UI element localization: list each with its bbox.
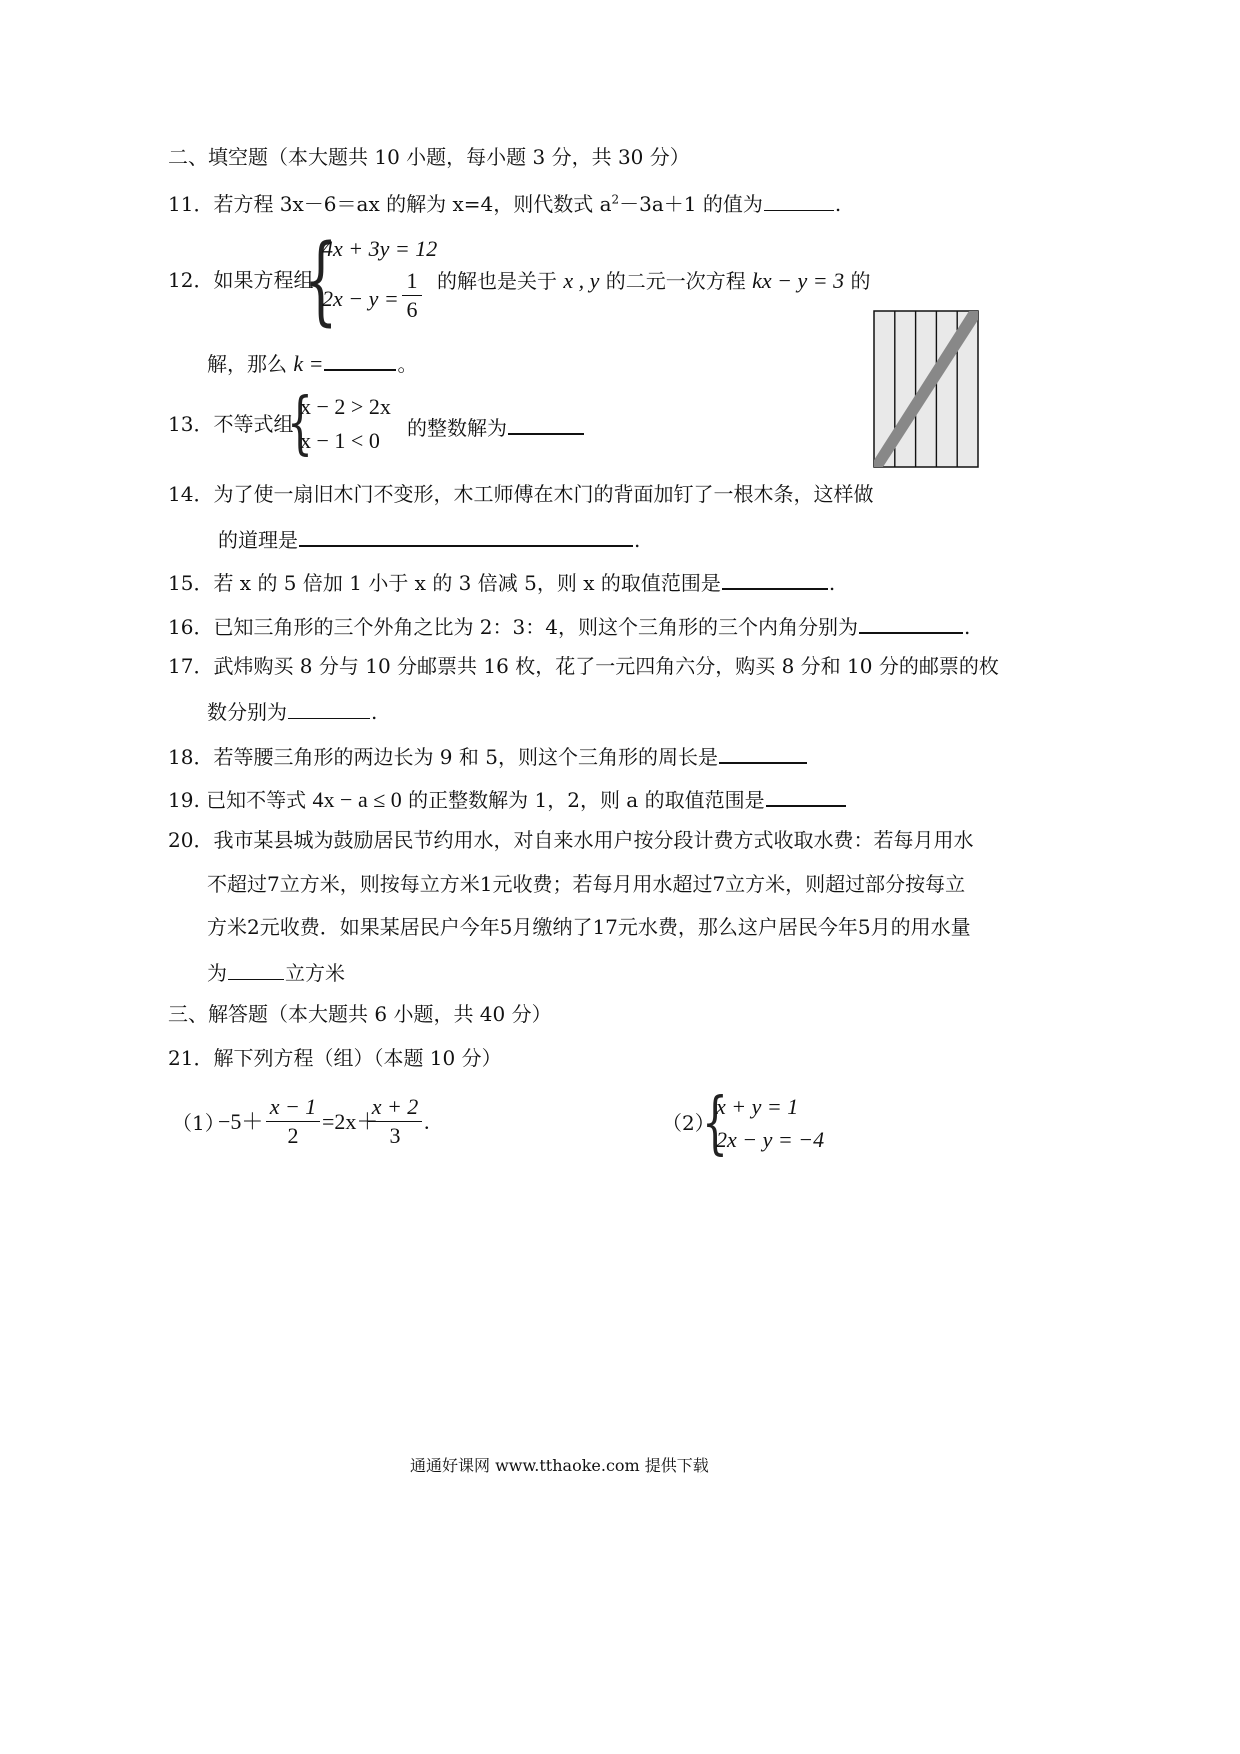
q20-line3: 方米2元收费．如果某居民户今年5月缴纳了17元水费，那么这户居民今年5月的用水量 [207,915,971,939]
q21-part1-end: . [424,1109,430,1134]
q12-suffix: 的 [850,269,871,293]
q19-inequality: 4x − a ≤ 0 [312,787,402,812]
q20-answer-blank[interactable] [228,958,284,980]
q13-prefix: 13．不等式组 [168,412,294,436]
q12-line2-text: 解，那么 [207,352,287,376]
q12-prefix: 12．如果方程组 [168,268,314,292]
question-15 [168,567,835,595]
q12-eq2-num: 1 [406,268,418,293]
q13-eq1: x − 2 > 2x [300,394,391,419]
q14-line2-text: 的道理是 [218,528,298,552]
q21-part2-eq1: x + y = 1 [716,1094,799,1119]
q12-eq1: 4x + 3y = 12 [322,236,438,261]
q17-answer-blank[interactable] [288,697,370,719]
q20-line1: 20．我市某县城为鼓励居民节约用水，对自来水用户按分段计费方式收取水费：若每月用水 [168,828,974,852]
question-16 [168,611,970,639]
q21-part2-brace: { [702,1084,728,1163]
q12-vars: x , y [563,268,600,293]
q17-end: . [371,700,378,724]
q17-line2-text: 数分别为 [207,700,287,724]
q17-line1: 17．武炜购买 8 分与 10 分邮票共 16 枚，花了一元四角六分，购买 8 分和 10 分的邮票的枚 [168,654,999,678]
question-19 [168,784,847,813]
q13-suffix: 的整数解为 [407,416,507,440]
q21-f1-den: 2 [287,1123,299,1148]
q14-line2 [218,524,640,552]
q20-line4a: 为 [207,961,227,985]
q21-part1-fraction-2 [368,1096,422,1147]
q21-f2-den: 3 [389,1123,401,1148]
q12-equation: kx − y = 3 [752,268,845,293]
q16-end: . [963,615,971,639]
q21-f1-num: x − 1 [269,1094,317,1119]
q12-end: 。 [397,352,418,376]
q12-k: k = [293,351,324,376]
q12-answer-blank[interactable] [324,348,396,371]
q12-eq2-fraction [402,270,422,321]
q18-text: 18．若等腰三角形的两边长为 9 和 5，则这个三角形的周长是 [168,745,718,769]
q13-eq2: x − 1 < 0 [300,428,380,453]
q11-text2: －3a＋1 的值为 [619,192,763,216]
q16-text: 16．已知三角形的三个外角之比为 2：3：4，则这个三角形的三个内角分别为 [168,615,858,639]
q13-brace: { [287,384,313,463]
q21-f2-num: x + 2 [371,1094,419,1119]
q19-answer-blank[interactable] [766,784,846,807]
q21-part2-eq2: 2x − y = −4 [716,1127,825,1152]
q21-part1-label: （1） [172,1111,225,1135]
q21-part2-label: （2） [662,1111,715,1135]
q15-answer-blank[interactable] [722,567,828,590]
q14-answer-blank[interactable] [299,524,633,547]
q18-answer-blank[interactable] [719,741,807,764]
page-footer: 通通好课网 www.tthaoke.com 提供下载 [410,1456,709,1475]
q20-line4 [207,958,345,985]
q13-suffix-line [407,412,585,440]
q14-end: . [634,528,641,552]
q14-line1: 14．为了使一扇旧木门不变形，木工师傅在木门的背面加钉了一根木条，这样做 [168,482,874,506]
q12-eq2-den: 6 [406,297,418,322]
q20-line4b: 立方米 [285,961,345,985]
section-3-heading: 三、解答题（本大题共 6 小题，共 40 分） [168,1002,552,1026]
q21-part1-b: =2x＋ [322,1109,379,1134]
q12-line2 [207,348,417,377]
q12-mid: 的解也是关于 [437,269,557,293]
q15-text: 15．若 x 的 5 倍加 1 小于 x 的 3 倍减 5，则 x 的取值范围是 [168,571,721,595]
q21-part1-a: −5＋ [218,1109,264,1134]
q15-end: . [828,571,836,595]
q11-sup: 2 [611,192,620,207]
q19-prefix: 19. 已知不等式 [168,788,307,812]
q11-answer-blank[interactable] [764,189,834,211]
q12-eq2-lhs: 2x − y = [322,286,399,311]
q12-mid2: 的二元一次方程 [605,269,746,293]
wooden-door-figure [873,310,979,468]
q11-end: . [834,192,842,216]
q21-title: 21．解下列方程（组）（本题 10 分） [168,1046,502,1070]
q11-text: 11．若方程 3x－6＝ax 的解为 x=4，则代数式 a [168,192,612,216]
q17-line2 [207,697,377,724]
question-18 [168,741,808,769]
question-11 [168,189,841,216]
section-2-heading: 二、填空题（本大题共 10 小题，每小题 3 分，共 30 分） [168,145,690,169]
q20-line2: 不超过7立方米，则按每立方米1元收费；若每月用水超过7立方米，则超过部分按每立 [207,872,966,896]
q12-brace: { [304,224,338,336]
q19-suffix: 的正整数解为 1，2，则 a 的取值范围是 [408,788,765,812]
q16-answer-blank[interactable] [859,611,963,634]
q13-answer-blank[interactable] [508,412,584,435]
q21-part1-fraction-1 [266,1096,320,1147]
q12-main-line [437,268,870,294]
